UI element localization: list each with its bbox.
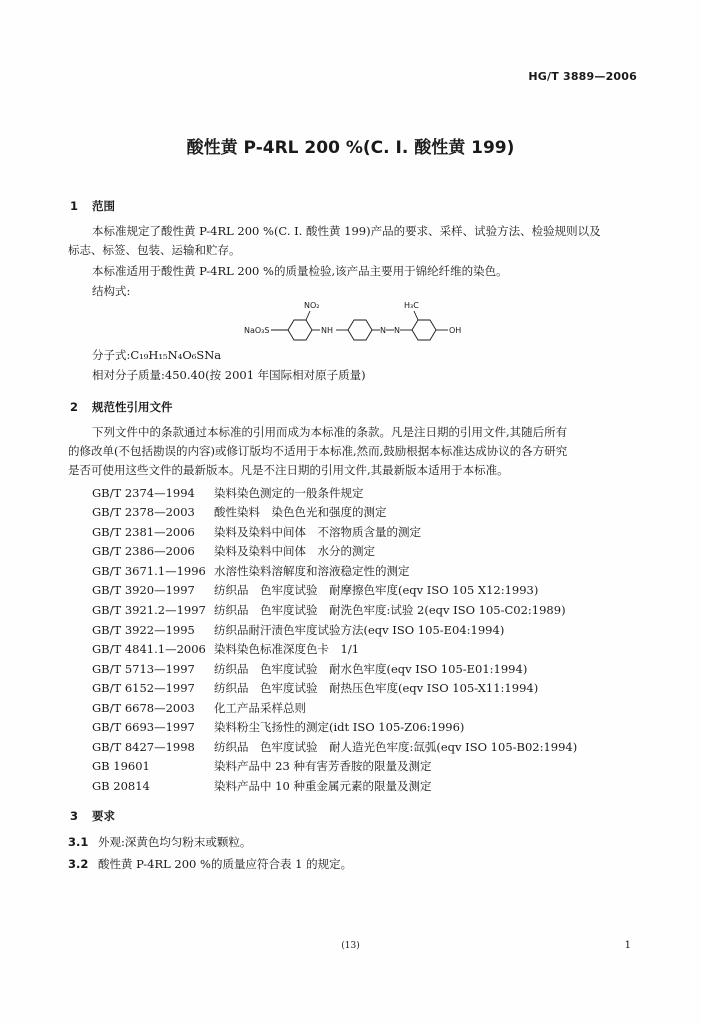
reference-item	[92, 582, 538, 598]
reference-code: GB/T 2378—2003	[92, 505, 195, 519]
reference-title: 纺织品 色牢度试验 耐热压色牢度(eqv ISO 105-X11:1994)	[214, 681, 539, 695]
reference-item	[92, 739, 577, 755]
requirement-text: 外观:深黄色均匀粉末或颗粒。	[98, 835, 252, 849]
page-number-right: 1	[624, 940, 631, 951]
standard-code: HG/T 3889—2006	[528, 70, 637, 83]
reference-code: GB/T 3922—1995	[92, 623, 195, 637]
page-number-center: (13)	[341, 941, 360, 951]
reference-code: GB/T 2374—1994	[92, 486, 195, 500]
scope-paragraph-line: 标志、标签、包装、运输和贮存。	[68, 243, 241, 257]
reference-item	[92, 602, 566, 618]
reference-item	[92, 504, 387, 520]
document-title: 酸性黄 P-4RL 200 %(C. I. 酸性黄 199)	[186, 138, 515, 158]
reference-code: GB 20814	[92, 779, 150, 793]
requirement-item	[68, 856, 352, 872]
azo-n-2: N	[394, 326, 400, 335]
reference-code: GB 19601	[92, 759, 150, 773]
reference-item	[92, 778, 431, 794]
reference-item	[92, 543, 375, 559]
requirement-text: 酸性黄 P-4RL 200 %的质量应符合表 1 的规定。	[98, 857, 353, 871]
molecular-formula: 分子式:C₁₉H₁₅N₄O₆SNa	[92, 348, 222, 362]
reference-item	[92, 680, 538, 696]
reference-code: GB/T 8427—1998	[92, 740, 195, 754]
reference-code: GB/T 3920—1997	[92, 583, 195, 597]
section-title: 要求	[92, 809, 115, 823]
reference-title: 染料染色测定的一般条件规定	[214, 486, 364, 500]
reference-item	[92, 485, 364, 501]
reference-title: 染料及染料中间体 不溶物质含量的测定	[214, 525, 421, 539]
reference-item	[92, 563, 410, 579]
section-title: 规范性引用文件	[92, 400, 173, 414]
reference-title: 水溶性染料溶解度和溶液稳定性的测定	[214, 564, 410, 578]
azo-n-1: N	[380, 326, 386, 335]
sulfonate-group: NaO₃S	[244, 326, 270, 335]
reference-code: GB/T 2386—2006	[92, 544, 195, 558]
benzene-ring-1	[288, 320, 312, 340]
reference-title: 化工产品采样总则	[214, 701, 306, 715]
amine-group: NH	[321, 326, 333, 335]
reference-item	[92, 661, 527, 677]
reference-code: GB/T 6678—2003	[92, 701, 195, 715]
section-number: 2	[70, 400, 79, 414]
reference-title: 染料产品中 10 种重金属元素的限量及测定	[214, 779, 432, 793]
nitro-group: NO₂	[304, 301, 320, 310]
reference-item	[92, 758, 431, 774]
benzene-ring-3	[412, 320, 436, 340]
reference-title: 酸性染料 染色色光和强度的测定	[214, 505, 387, 519]
references-intro-line: 的修改单(不包括勘误的内容)或修订版均不适用于本标准,然而,鼓励根据本标准达成协议的各方研究	[68, 444, 568, 458]
reference-title: 纺织品耐汗渍色牢度试验方法(eqv ISO 105-E04:1994)	[214, 623, 505, 637]
reference-item	[92, 622, 504, 638]
requirement-item	[68, 834, 251, 850]
reference-title: 纺织品 色牢度试验 耐摩擦色牢度(eqv ISO 105 X12:1993)	[214, 583, 539, 597]
reference-code: GB/T 4841.1—2006	[92, 642, 206, 656]
reference-code: GB/T 3671.1—1996	[92, 564, 206, 578]
benzene-ring-2	[348, 320, 372, 340]
reference-title: 纺织品 色牢度试验 耐人造光色牢度:氙弧(eqv ISO 105-B02:1994)	[214, 740, 578, 754]
references-intro-line: 下列文件中的条款通过本标准的引用而成为本标准的条款。凡是注日期的引用文件,其随后所有	[92, 425, 568, 439]
section-2-heading	[70, 399, 173, 415]
reference-title: 染料及染料中间体 水分的测定	[214, 544, 375, 558]
reference-title: 纺织品 色牢度试验 耐洗色牢度:试验 2(eqv ISO 105-C02:1989)	[214, 603, 566, 617]
structural-formula	[244, 300, 474, 350]
reference-code: GB/T 6152—1997	[92, 681, 195, 695]
requirement-number: 3.2	[68, 857, 89, 871]
application-paragraph: 本标准适用于酸性黄 P-4RL 200 %的质量检验,该产品主要用于锦纶纤维的染色。	[92, 264, 508, 278]
section-number: 1	[70, 199, 79, 213]
hydroxyl-group: OH	[449, 326, 462, 335]
section-number: 3	[70, 809, 79, 823]
reference-code: GB/T 5713—1997	[92, 662, 195, 676]
reference-code: GB/T 3921.2—1997	[92, 603, 206, 617]
references-intro-line: 是否可使用这些文件的最新版本。凡是不注日期的引用文件,其最新版本适用于本标准。	[68, 463, 509, 477]
reference-item	[92, 700, 306, 716]
section-1-heading	[70, 198, 115, 214]
section-title: 范围	[92, 199, 115, 213]
scope-paragraph-line: 本标准规定了酸性黄 P-4RL 200 %(C. I. 酸性黄 199)产品的要求、采样、试验方法、检验规则以及	[92, 224, 601, 238]
reference-item	[92, 524, 421, 540]
reference-title: 纺织品 色牢度试验 耐水色牢度(eqv ISO 105-E01:1994)	[214, 662, 528, 676]
reference-title: 染料产品中 23 种有害芳香胺的限量及测定	[214, 759, 432, 773]
molecular-mass: 相对分子质量:450.40(按 2001 年国际相对原子质量)	[92, 368, 366, 382]
structure-label: 结构式:	[92, 284, 131, 298]
reference-item	[92, 719, 464, 735]
reference-code: GB/T 6693—1997	[92, 720, 195, 734]
requirement-number: 3.1	[68, 835, 89, 849]
reference-title: 染料粉尘飞扬性的测定(idt ISO 105-Z06:1996)	[214, 720, 465, 734]
reference-title: 染料染色标准深度色卡 1/1	[214, 642, 360, 656]
section-3-heading	[70, 808, 115, 824]
reference-item	[92, 641, 359, 657]
reference-code: GB/T 2381—2006	[92, 525, 195, 539]
methyl-group: H₃C	[404, 301, 419, 310]
